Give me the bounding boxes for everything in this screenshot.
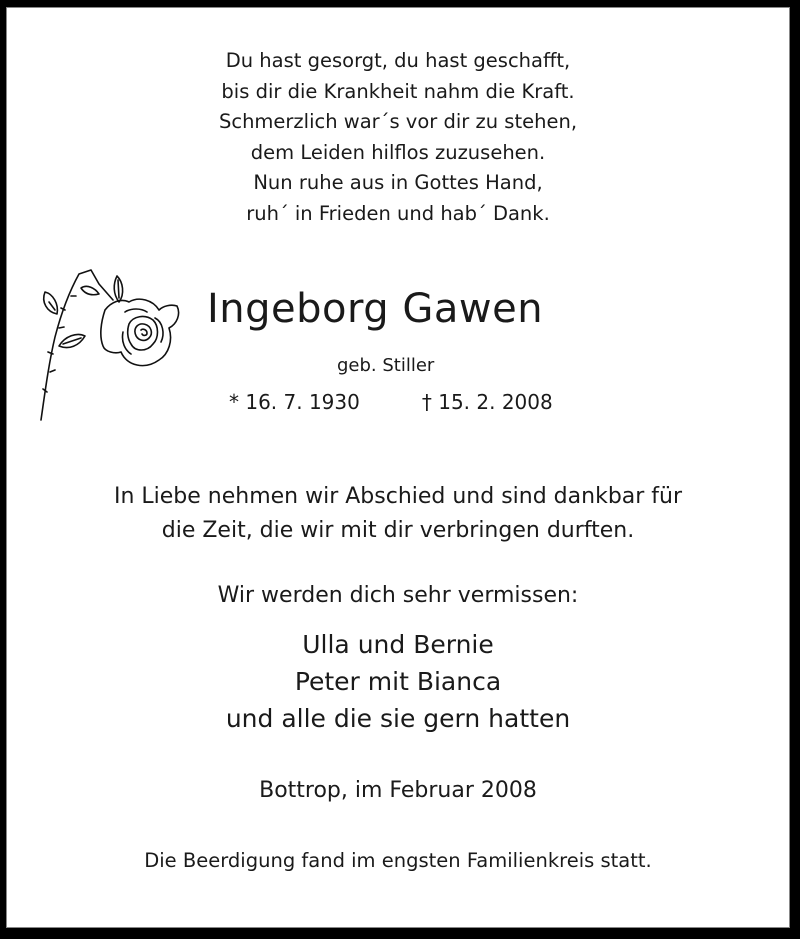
obituary-card <box>6 7 790 928</box>
rose-icon <box>35 262 185 427</box>
birth-date: * 16. 7. 1930 <box>229 390 360 414</box>
family-names <box>7 626 789 737</box>
deceased-name: Ingeborg Gawen <box>207 286 544 332</box>
farewell-line: In Liebe nehmen wir Abschied und sind dankbar für <box>113 484 683 509</box>
poem-line: bis dir die Krankheit nahm die Kraft. <box>221 79 575 103</box>
poem <box>7 46 789 229</box>
poem-line: dem Leiden hilflos zuzusehen. <box>250 140 546 164</box>
death-date: † 15. 2. 2008 <box>421 390 553 414</box>
maiden-name: geb. Stiller <box>337 355 435 376</box>
life-dates <box>229 390 553 414</box>
family-line: und alle die sie gern hatten <box>225 704 571 733</box>
funeral-note: Die Beerdigung fand im engsten Familienkreis statt. <box>144 849 652 872</box>
farewell-text <box>7 480 789 548</box>
family-line: Peter mit Bianca <box>294 667 502 696</box>
poem-line: Schmerzlich war´s vor dir zu stehen, <box>218 110 578 133</box>
poem-line: Nun ruhe aus in Gottes Hand, <box>253 171 543 194</box>
poem-line: Du hast gesorgt, du hast geschafft, <box>225 49 571 72</box>
poem-line: ruh´ in Frieden und hab´ Dank. <box>246 201 550 225</box>
place-date: Bottrop, im Februar 2008 <box>259 778 537 803</box>
miss-text: Wir werden dich sehr vermissen: <box>217 583 579 608</box>
farewell-line: die Zeit, die wir mit dir verbringen durften. <box>161 518 635 543</box>
family-line: Ulla und Bernie <box>302 630 494 659</box>
